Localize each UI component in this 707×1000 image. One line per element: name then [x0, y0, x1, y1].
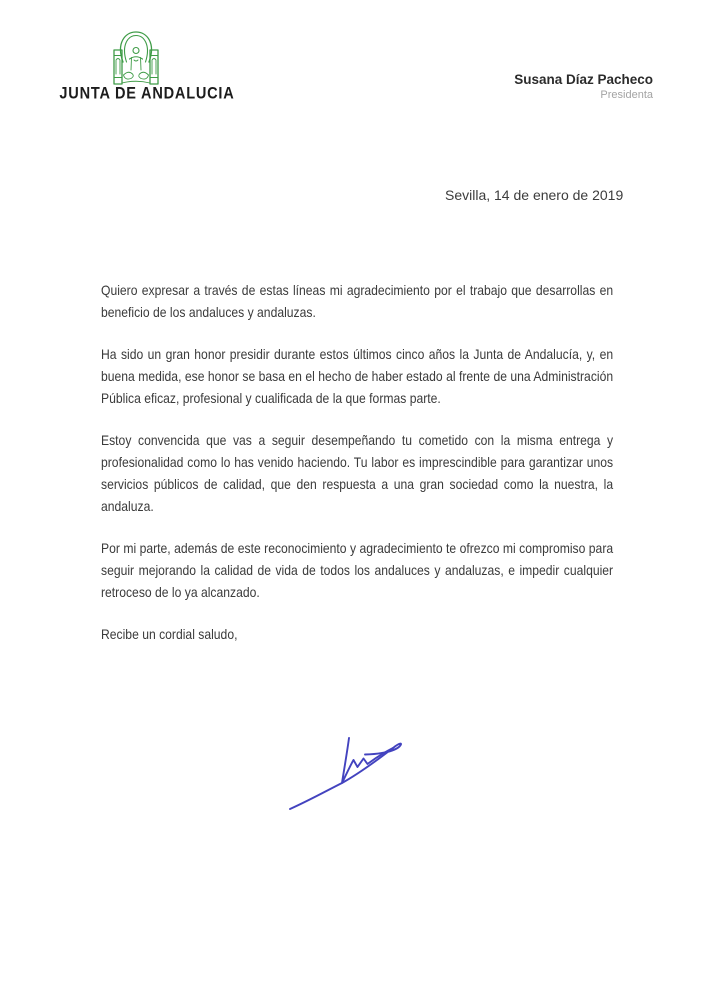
signer-title: Presidenta [600, 89, 653, 101]
signer-block [514, 72, 653, 102]
letter-body [101, 279, 613, 645]
paragraph-3: Estoy convencida que vas a seguir desempeñando tu cometido con la misma entrega y profesionalidad como lo has venido haciendo. Tu labor es imprescindible para garantizar unos servicios públicos de calidad, que den respuesta a una gran sociedad como la nuestra, la andaluza. [101, 432, 614, 514]
handwritten-signature [280, 720, 450, 830]
org-name: JUNTA DE ANDALUCIA [59, 84, 235, 103]
paragraph-1: Quiero expresar a través de estas líneas mi agradecimiento por el trabajo que desarrollas en beneficio de los andaluces y andaluzas. [101, 282, 614, 320]
dateline: Sevilla, 14 de enero de 2019 [445, 187, 624, 203]
paragraph-4: Por mi parte, además de este reconocimiento y agradecimiento te ofrezco mi compromiso para seguir mejorando la calidad de vida de todos los andaluces y andaluzas, e impedir cualquier retroceso de lo ya alcanzado. [101, 540, 614, 600]
paragraph-2: Ha sido un gran honor presidir durante estos últimos cinco años la Junta de Andalucía, y, en buena medida, ese honor se basa en el hecho de haber estado al frente de una Administración Pública eficaz, profesional y cualificada de la que formas parte. [101, 346, 614, 406]
closing-line: Recibe un cordial saludo, [101, 626, 238, 642]
junta-de-andalucia-emblem-icon [110, 29, 162, 87]
signer-name: Susana Díaz Pacheco [514, 72, 653, 87]
